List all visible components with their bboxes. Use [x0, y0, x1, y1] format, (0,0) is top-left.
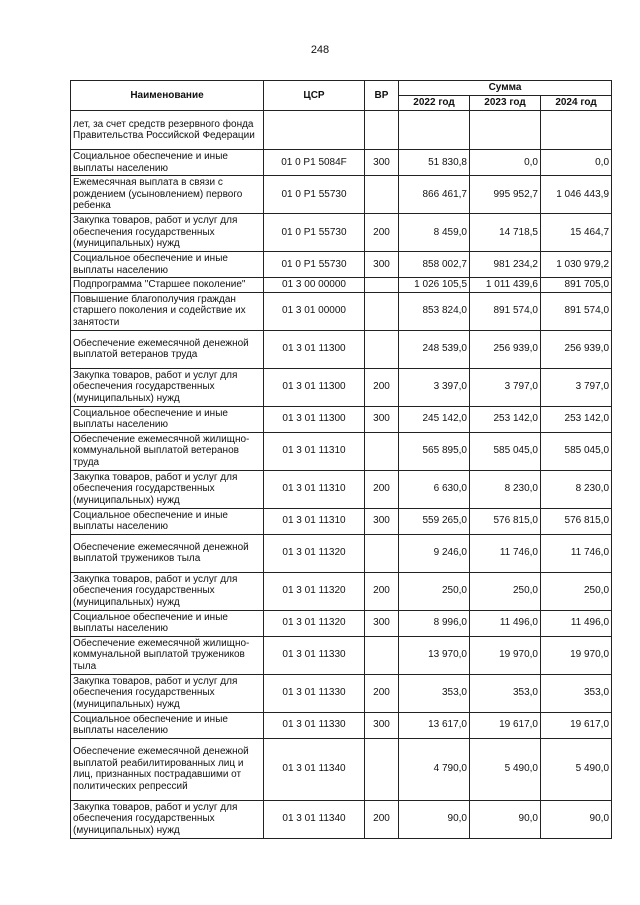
header-year-2022: 2022 год [399, 96, 470, 111]
table-row [71, 674, 612, 712]
header-vr: ВР [365, 81, 399, 111]
row-2022-cell: 51 830,8 [399, 150, 470, 176]
row-2023-cell: 3 797,0 [470, 368, 541, 406]
row-csr-cell: 01 3 01 11330 [264, 674, 365, 712]
row-2022-cell: 1 026 105,5 [399, 278, 470, 293]
table-row [71, 368, 612, 406]
table-row [71, 214, 612, 252]
row-2022-cell: 245 142,0 [399, 406, 470, 432]
row-vr-cell: 300 [365, 508, 399, 534]
table-row [71, 432, 612, 470]
row-name-cell: Социальное обеспечение и иные выплаты населению [71, 252, 264, 278]
row-name-cell: Закупка товаров, работ и услуг для обеспечения государственных (муниципальных) нужд [71, 470, 264, 508]
row-csr-cell: 01 0 P1 5084F [264, 150, 365, 176]
row-2022-cell: 4 790,0 [399, 738, 470, 800]
row-2024-cell: 250,0 [541, 572, 612, 610]
table-row [71, 111, 612, 150]
table-row [71, 712, 612, 738]
row-2022-cell: 9 246,0 [399, 534, 470, 572]
row-2023-cell: 90,0 [470, 800, 541, 838]
row-csr-cell: 01 3 01 11310 [264, 432, 365, 470]
row-csr-cell: 01 3 01 11300 [264, 406, 365, 432]
row-2024-cell: 0,0 [541, 150, 612, 176]
table-row [71, 252, 612, 278]
row-vr-cell: 200 [365, 368, 399, 406]
row-2023-cell: 19 970,0 [470, 636, 541, 674]
row-name-cell: Обеспечение ежемесячной жилищно-коммунальной выплатой ветеранов труда [71, 432, 264, 470]
row-2023-cell: 585 045,0 [470, 432, 541, 470]
row-csr-cell: 01 3 00 00000 [264, 278, 365, 293]
row-name-cell: Закупка товаров, работ и услуг для обеспечения государственных (муниципальных) нужд [71, 214, 264, 252]
row-vr-cell [365, 738, 399, 800]
row-name-cell: Ежемесячная выплата в связи с рождением (усыновлением) первого ребенка [71, 176, 264, 214]
page-number: 248 [310, 44, 330, 56]
row-2022-cell [399, 111, 470, 150]
row-name-cell: Социальное обеспечение и иные выплаты населению [71, 610, 264, 636]
row-2023-cell: 8 230,0 [470, 470, 541, 508]
row-2024-cell: 891 705,0 [541, 278, 612, 293]
table-row [71, 150, 612, 176]
table-row [71, 800, 612, 838]
row-2023-cell: 253 142,0 [470, 406, 541, 432]
row-2024-cell: 19 617,0 [541, 712, 612, 738]
row-2023-cell: 5 490,0 [470, 738, 541, 800]
row-2023-cell [470, 111, 541, 150]
row-2023-cell: 11 746,0 [470, 534, 541, 572]
table-row [71, 534, 612, 572]
row-vr-cell [365, 111, 399, 150]
table-row [71, 330, 612, 368]
row-2023-cell: 981 234,2 [470, 252, 541, 278]
row-name-cell: Закупка товаров, работ и услуг для обеспечения государственных (муниципальных) нужд [71, 674, 264, 712]
row-csr-cell: 01 3 01 11320 [264, 610, 365, 636]
row-2023-cell: 256 939,0 [470, 330, 541, 368]
row-vr-cell [365, 330, 399, 368]
row-csr-cell: 01 3 01 11340 [264, 800, 365, 838]
row-2022-cell: 8 459,0 [399, 214, 470, 252]
row-name-cell: Социальное обеспечение и иные выплаты населению [71, 712, 264, 738]
row-2023-cell: 19 617,0 [470, 712, 541, 738]
row-2024-cell: 11 496,0 [541, 610, 612, 636]
row-2023-cell: 14 718,5 [470, 214, 541, 252]
row-2024-cell: 1 046 443,9 [541, 176, 612, 214]
row-csr-cell: 01 3 01 11320 [264, 572, 365, 610]
row-2024-cell: 19 970,0 [541, 636, 612, 674]
row-csr-cell: 01 3 01 11320 [264, 534, 365, 572]
row-vr-cell: 200 [365, 800, 399, 838]
row-2024-cell: 253 142,0 [541, 406, 612, 432]
row-2023-cell: 1 011 439,6 [470, 278, 541, 293]
row-2022-cell: 6 630,0 [399, 470, 470, 508]
row-2023-cell: 0,0 [470, 150, 541, 176]
row-2022-cell: 250,0 [399, 572, 470, 610]
table-row [71, 572, 612, 610]
row-csr-cell: 01 3 01 11300 [264, 368, 365, 406]
row-vr-cell [365, 534, 399, 572]
row-vr-cell [365, 636, 399, 674]
row-2024-cell: 11 746,0 [541, 534, 612, 572]
row-2024-cell: 90,0 [541, 800, 612, 838]
row-csr-cell: 01 3 01 11310 [264, 508, 365, 534]
table-row [71, 176, 612, 214]
row-2024-cell: 3 797,0 [541, 368, 612, 406]
table-row [71, 292, 612, 330]
row-2022-cell: 90,0 [399, 800, 470, 838]
row-name-cell: Закупка товаров, работ и услуг для обеспечения государственных (муниципальных) нужд [71, 572, 264, 610]
row-name-cell: Подпрограмма "Старшее поколение" [71, 278, 264, 293]
row-name-cell: Социальное обеспечение и иные выплаты населению [71, 150, 264, 176]
row-2023-cell: 891 574,0 [470, 292, 541, 330]
row-name-cell: Закупка товаров, работ и услуг для обеспечения государственных (муниципальных) нужд [71, 800, 264, 838]
row-2022-cell: 3 397,0 [399, 368, 470, 406]
row-vr-cell [365, 292, 399, 330]
row-2024-cell: 1 030 979,2 [541, 252, 612, 278]
row-name-cell: Обеспечение ежемесячной денежной выплатой ветеранов труда [71, 330, 264, 368]
row-name-cell: лет, за счет средств резервного фонда Правительства Российской Федерации [71, 111, 264, 150]
row-name-cell: Обеспечение ежемесячной денежной выплатой реабилитированных лиц и лиц, признанных пострадавшими от политических репрессий [71, 738, 264, 800]
row-csr-cell: 01 3 01 11300 [264, 330, 365, 368]
row-csr-cell: 01 0 P1 55730 [264, 214, 365, 252]
row-vr-cell [365, 176, 399, 214]
header-name: Наименование [71, 81, 264, 111]
row-name-cell: Обеспечение ежемесячной денежной выплатой тружеников тыла [71, 534, 264, 572]
table-row [71, 508, 612, 534]
row-csr-cell: 01 3 01 11330 [264, 712, 365, 738]
row-csr-cell: 01 3 01 11340 [264, 738, 365, 800]
row-2023-cell: 11 496,0 [470, 610, 541, 636]
row-csr-cell: 01 3 01 11330 [264, 636, 365, 674]
row-2022-cell: 13 617,0 [399, 712, 470, 738]
row-vr-cell: 200 [365, 470, 399, 508]
budget-table [70, 80, 612, 839]
row-vr-cell: 300 [365, 712, 399, 738]
row-2022-cell: 13 970,0 [399, 636, 470, 674]
row-csr-cell: 01 0 P1 55730 [264, 252, 365, 278]
row-vr-cell: 300 [365, 252, 399, 278]
row-2024-cell: 585 045,0 [541, 432, 612, 470]
row-vr-cell: 300 [365, 150, 399, 176]
row-csr-cell: 01 0 P1 55730 [264, 176, 365, 214]
row-2022-cell: 248 539,0 [399, 330, 470, 368]
header-sum: Сумма [399, 81, 612, 96]
row-vr-cell [365, 432, 399, 470]
row-vr-cell: 200 [365, 214, 399, 252]
row-2022-cell: 853 824,0 [399, 292, 470, 330]
row-2022-cell: 8 996,0 [399, 610, 470, 636]
row-2024-cell: 256 939,0 [541, 330, 612, 368]
row-2023-cell: 353,0 [470, 674, 541, 712]
row-name-cell: Социальное обеспечение и иные выплаты населению [71, 406, 264, 432]
table-body [71, 111, 612, 839]
row-2022-cell: 565 895,0 [399, 432, 470, 470]
row-vr-cell: 300 [365, 406, 399, 432]
table-row [71, 636, 612, 674]
row-2023-cell: 995 952,7 [470, 176, 541, 214]
row-2024-cell: 353,0 [541, 674, 612, 712]
row-2023-cell: 250,0 [470, 572, 541, 610]
header-year-2023: 2023 год [470, 96, 541, 111]
table-row [71, 470, 612, 508]
row-2024-cell: 5 490,0 [541, 738, 612, 800]
table-row [71, 738, 612, 800]
row-vr-cell: 200 [365, 572, 399, 610]
row-2024-cell [541, 111, 612, 150]
row-vr-cell: 200 [365, 674, 399, 712]
table-row [71, 278, 612, 293]
table-row [71, 610, 612, 636]
row-csr-cell: 01 3 01 00000 [264, 292, 365, 330]
row-name-cell: Социальное обеспечение и иные выплаты населению [71, 508, 264, 534]
row-name-cell: Обеспечение ежемесячной жилищно-коммунальной выплатой тружеников тыла [71, 636, 264, 674]
row-2022-cell: 559 265,0 [399, 508, 470, 534]
row-csr-cell: 01 3 01 11310 [264, 470, 365, 508]
row-name-cell: Закупка товаров, работ и услуг для обеспечения государственных (муниципальных) нужд [71, 368, 264, 406]
row-2022-cell: 866 461,7 [399, 176, 470, 214]
table-row [71, 406, 612, 432]
row-vr-cell: 300 [365, 610, 399, 636]
header-year-2024: 2024 год [541, 96, 612, 111]
row-2024-cell: 15 464,7 [541, 214, 612, 252]
row-csr-cell [264, 111, 365, 150]
row-2023-cell: 576 815,0 [470, 508, 541, 534]
row-2022-cell: 353,0 [399, 674, 470, 712]
row-2024-cell: 891 574,0 [541, 292, 612, 330]
row-2024-cell: 576 815,0 [541, 508, 612, 534]
row-vr-cell [365, 278, 399, 293]
row-2022-cell: 858 002,7 [399, 252, 470, 278]
row-name-cell: Повышение благополучия граждан старшего поколения и содействие их занятости [71, 292, 264, 330]
header-csr: ЦСР [264, 81, 365, 111]
row-2024-cell: 8 230,0 [541, 470, 612, 508]
